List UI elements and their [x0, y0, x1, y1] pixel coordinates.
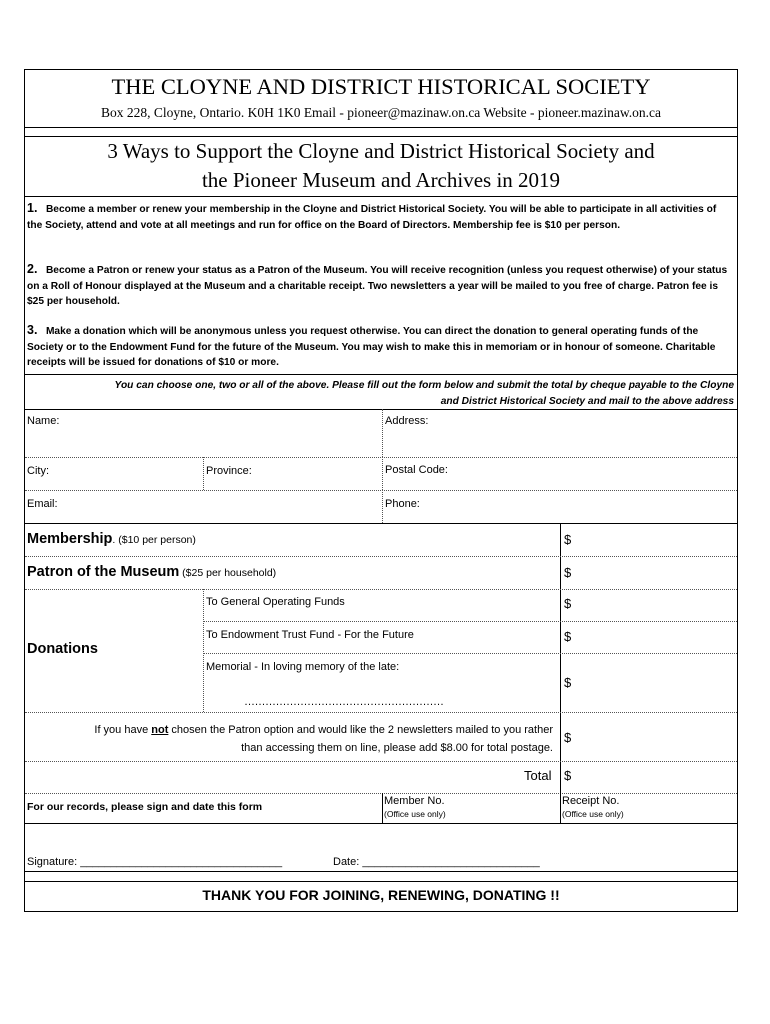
amount-column-divider [560, 523, 561, 794]
postal-code-field[interactable]: Postal Code: [385, 464, 448, 476]
total-amount[interactable]: $ [564, 768, 572, 783]
memorial-amount[interactable]: $ [564, 675, 572, 690]
divider [25, 881, 737, 882]
subtitle-line-2: the Pioneer Museum and Archives in 2019 [201, 168, 561, 192]
receipt-no-label: Receipt No. [562, 795, 620, 807]
option-number: 3. [27, 323, 38, 337]
signature-field[interactable]: Signature: _________________________________ [27, 856, 283, 868]
divider [203, 621, 737, 622]
membership-label: Membership [27, 531, 113, 547]
phone-field[interactable]: Phone: [385, 498, 420, 510]
patron-note: ($25 per household) [179, 567, 277, 579]
divider [203, 589, 204, 712]
newsletter-text: chosen the Patron option and would like the 2 newsletters mailed to you rather [168, 724, 553, 736]
divider [25, 196, 737, 197]
donations-label: Donations [27, 641, 98, 657]
newsletter-note [27, 721, 553, 757]
newsletter-emphasis: not [151, 724, 169, 736]
option-text: Become a member or renew your membership in the Cloyne and District Historical Society. You will be able to participate in all activities of the Society, attend and vote at all meetings and run for office on the Board of Directors. Membership fee is $10 per person. [27, 204, 717, 231]
subtitle-line-1: 3 Ways to Support the Cloyne and District Historical Society and [107, 139, 655, 163]
option-1 [27, 201, 734, 233]
contact-line: Box 228, Cloyne, Ontario. K0H 1K0 Email - pioneer@mazinaw.on.ca Website - pioneer.mazinaw.on.ca [100, 105, 662, 120]
general-funds-amount[interactable]: $ [564, 596, 572, 611]
divider [560, 793, 561, 823]
divider [25, 871, 737, 872]
instructions-line-1: You can choose one, two or all of the above. Please fill out the form below and submit the total by cheque payable to the Cloyne [114, 380, 734, 391]
divider [25, 823, 737, 824]
support-form [24, 69, 738, 912]
society-title: THE CLOYNE AND DISTRICT HISTORICAL SOCIETY [111, 74, 651, 99]
endowment-label: To Endowment Trust Fund - For the Future [206, 629, 414, 641]
membership-note: . ($10 per person) [112, 534, 196, 546]
email-field[interactable]: Email: [27, 498, 58, 510]
memorial-label: Memorial - In loving memory of the late: [206, 661, 400, 673]
member-no-label: Member No. [384, 795, 445, 807]
divider [25, 589, 737, 590]
endowment-amount[interactable]: $ [564, 629, 572, 644]
membership-amount[interactable]: $ [564, 532, 572, 547]
divider [382, 409, 383, 457]
date-field[interactable]: Date: _____________________________ [333, 856, 540, 868]
divider [25, 374, 737, 375]
patron-label: Patron of the Museum [27, 564, 180, 580]
option-text: Become a Patron or renew your status as a Patron of the Museum. You will receive recognition (unless you request otherwise) of your status on a Roll of Honour displayed at the Museum and a charitable receipt. Two newsletters a year will be mailed to you free of charge. Patron fee is $25 per household. [27, 265, 728, 307]
option-number: 2. [27, 262, 38, 276]
divider [25, 523, 737, 524]
instructions [35, 378, 734, 409]
divider [382, 457, 383, 490]
memorial-name-line[interactable]: ………………………………………………… [244, 696, 444, 708]
subtitle [33, 137, 729, 195]
city-field[interactable]: City: [27, 465, 49, 477]
patron-row [27, 563, 276, 581]
option-3 [27, 323, 734, 371]
divider [25, 409, 737, 410]
newsletter-text: If you have [94, 724, 152, 736]
name-field[interactable]: Name: [27, 415, 60, 427]
option-number: 1. [27, 201, 38, 215]
divider [25, 490, 737, 491]
newsletter-text: than accessing them on line, please add $8.00 for total postage. [241, 742, 553, 754]
receipt-office-note: (Office use only) [562, 809, 624, 819]
general-funds-label: To General Operating Funds [206, 596, 345, 608]
member-office-note: (Office use only) [384, 809, 446, 819]
membership-row [27, 530, 196, 548]
instructions-line-2: and District Historical Society and mail to the above address [440, 395, 734, 407]
address-field[interactable]: Address: [385, 415, 429, 427]
divider [25, 457, 737, 458]
divider [25, 127, 737, 128]
province-field[interactable]: Province: [206, 465, 252, 477]
divider [25, 761, 737, 762]
total-label: Total [524, 768, 552, 783]
option-2 [27, 262, 734, 310]
divider [382, 793, 383, 823]
sign-note: For our records, please sign and date this form [27, 801, 263, 813]
divider [25, 793, 737, 794]
divider [25, 556, 737, 557]
divider [25, 712, 737, 713]
divider [203, 457, 204, 490]
postage-amount[interactable]: $ [564, 730, 572, 745]
patron-amount[interactable]: $ [564, 565, 572, 580]
divider [382, 490, 383, 523]
divider [203, 653, 737, 654]
option-text: Make a donation which will be anonymous unless you request otherwise. You can direct the donation to general operating funds of the Society or to the Endowment Fund for the future of the Museum. You may wish to make this in memoriam or in honour of someone. Charitable receipts will be issued for donations of $10 or more. [27, 326, 716, 368]
thank-you-message: THANK YOU FOR JOINING, RENEWING, DONATING !! [202, 887, 560, 903]
